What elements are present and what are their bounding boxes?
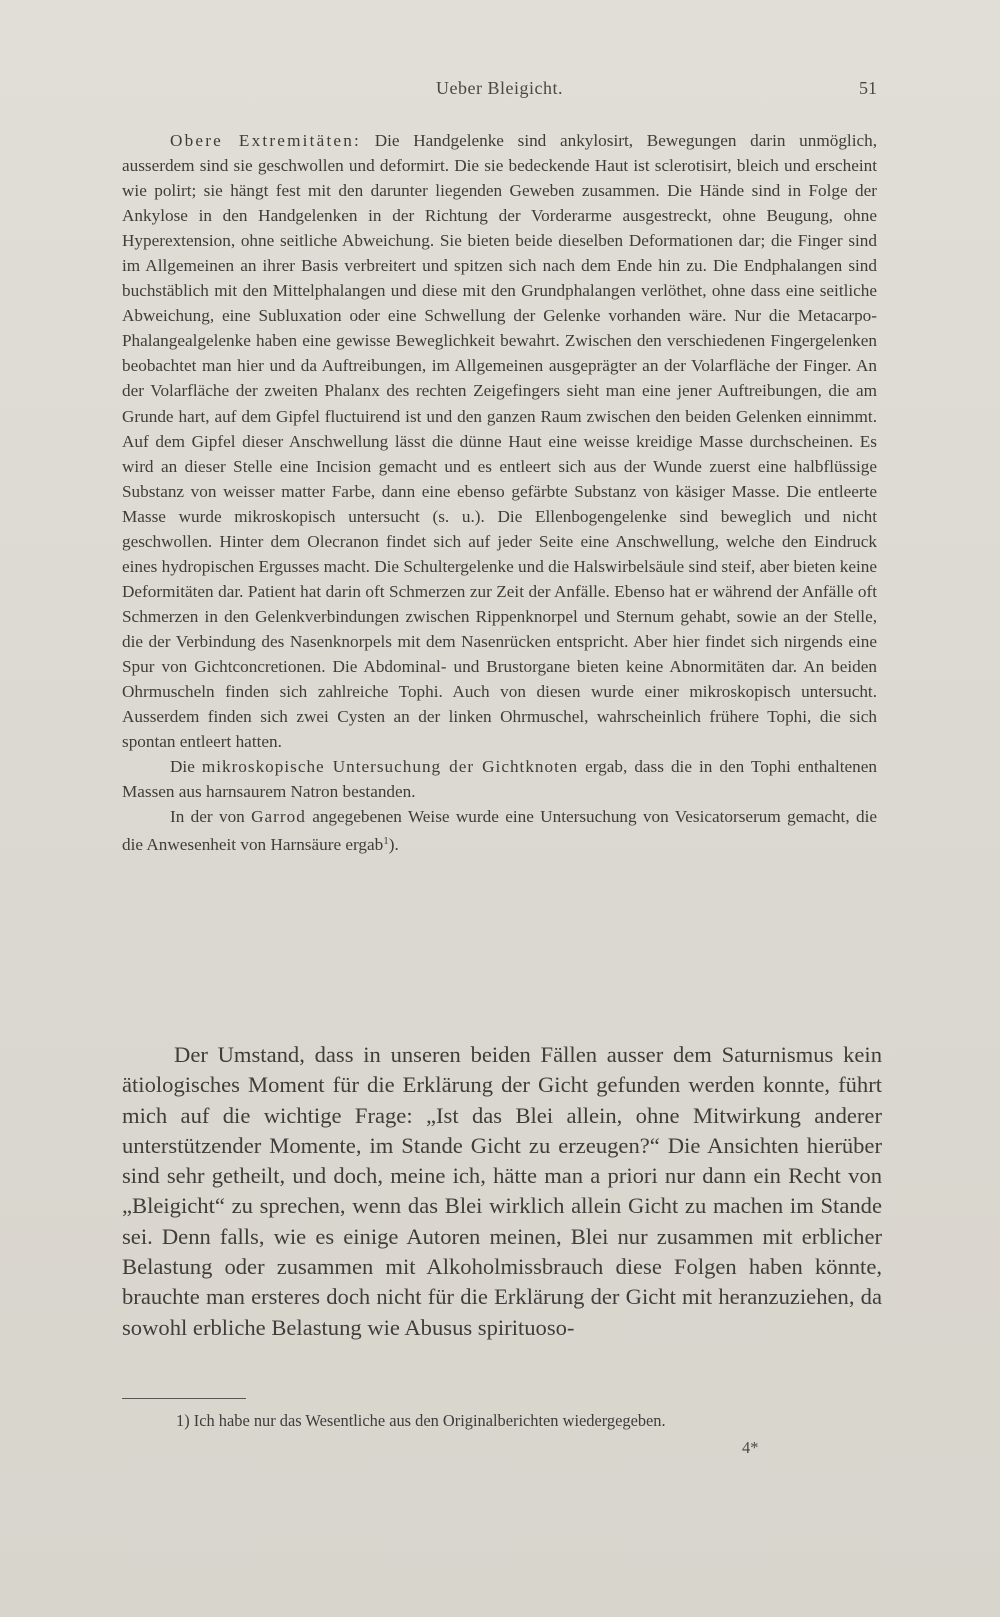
paragraph-lead-question: Der Umstand, dass in unseren beiden Fällen ausser dem Saturnismus kein ätiologisches Moment für die Erklärung der Gicht gefunden werden konnte, führt mich auf die wichtige Frage: „Ist das Blei allein, ohne Mitwirkung anderer unterstützender Momente, im Stande Gicht zu erzeugen?“ Die Ansichten hierüber sind sehr getheilt, und doch, meine ich, hätte man a priori nur dann ein Recht von „Bleigicht“ zu sprechen, wenn das Blei wirklich allein Gicht zu machen im Stande sei. Denn falls, wie es einige Autoren meinen, Blei nur zusammen mit erblicher Belastung oder zusammen mit Alkoholmissbrauch diese Folgen haben könnte, brauchte man ersteres doch nicht für die Erklärung der Gicht mit heranzuziehen, da sowohl erbliche Belastung wie Abusus spirituoso-	[122, 1042, 882, 1340]
footnote-rule	[122, 1398, 246, 1399]
running-title: Ueber Bleigicht.	[436, 78, 563, 98]
paragraph-text: In der von	[170, 807, 252, 827]
paragraph-text: Die	[170, 757, 202, 777]
footnote: 1) Ich habe nur das Wesentliche aus den Originalberichten wiedergegeben.	[176, 1411, 666, 1430]
paragraph-text: ).	[388, 835, 399, 855]
paragraph-text: Die Handgelenke sind ankylosirt, Bewegungen darin unmöglich, ausserdem sind sie geschwollen und deformirt. Die sie bedeckende Haut ist sclerotisirt, bleich und erscheint wie polirt; sie hängt fest mit den darunter liegenden Geweben zusammen. Die Hände sind in Folge der Ankylose in den Handgelenken in der Richtung der Vorderarme ausgestreckt, ohne Beugung, ohne Hyperextension, ohne seitliche Abweichung. Sie bieten beide dieselben Deformationen dar; die Finger sind im Allgemeinen an ihrer Basis verbreitert und spitzen sich nach dem Ende hin zu. Die Endphalangen sind buchstäblich mit den Mittelphalangen und diese mit den Grundphalangen verlöthet, ohne dass eine seitliche Abweichung, eine Subluxation oder eine Schwellung der Gelenke vorhanden wäre. Nur die Metacarpo-Phalangealgelenke haben eine gewisse Beweglichkeit bewahrt. Zwischen den verschiedenen Fingergelenken beobachtet man hier und da Auftreibungen, im Allgemeinen ausgeprägter an der Volarfläche der Finger. An der Volarfläche der zweiten Phalanx des rechten Zeigefingers sieht man eine jener Auftreibungen, die am Grunde hart, auf dem Gipfel fluctuirend ist und den ganzen Raum zwischen den beiden Gelenken einnimmt. Auf dem Gipfel dieser Anschwellung lässt die dünne Haut eine weisse kreidige Masse durchscheinen. Es wird an dieser Stelle eine Incision gemacht und es entleert sich aus der Wunde zuerst eine halbflüssige Substanz von weisser matter Farbe, dann eine ebenso gefärbte Substanz von käsiger Masse. Die entleerte Masse wurde mikroskopisch untersucht (s. u.). Die Ellenbogengelenke sind beweglich und nicht geschwollen. Hinter dem Olecranon findet sich auf jeder Seite eine Anschwellung, welche den Eindruck eines hydropischen Ergusses macht. Die Schultergelenke und die Halswirbelsäule sind steif, aber bieten keine Deformitäten dar. Patient hat darin oft Schmerzen zur Zeit der Anfälle. Ebenso hat er während der Anfälle oft Schmerzen in den Gelenkverbindungen zwischen Rippenknorpel und Sternum gehabt, sowie an der Stelle, die der Verbindung des Nasenknorpels mit dem Nasenrücken entspricht. Aber hier findet sich nirgends eine Spur von Gichtconcretionen. Die Abdominal- und Brustorgane bieten keine Abnormitäten dar. An beiden Ohrmuscheln finden sich zahlreiche Tophi. Auch von diesen wurde einer mikroskopisch untersucht. Ausserdem finden sich zwei Cysten an der linken Ohrmuschel, wahrscheinlich frühere Tophi, die sich spontan entleert hatten.	[122, 131, 877, 752]
running-header	[122, 78, 877, 108]
page-number: 51	[859, 78, 877, 98]
signature-mark: 4*	[742, 1438, 759, 1457]
paragraph-text: angegebenen Weise wurde eine Untersuchung von Vesicatorserum gemacht, die die Anwesenheit von Harnsäure ergab	[122, 807, 877, 855]
footnote-marker: 1	[383, 835, 389, 848]
paragraph-text: ergab, dass die in den Tophi enthaltenen Massen aus harnsaurem Natron bestanden.	[122, 757, 877, 802]
spaced-heading: Obere Extremitäten:	[170, 131, 362, 150]
author-name: Garrod	[251, 807, 306, 827]
paragraph-microscopy	[122, 754, 877, 804]
body-text	[122, 128, 877, 857]
spaced-phrase: mikroskopische Untersuchung der Gichtknoten	[201, 757, 579, 777]
large-type-section	[122, 1040, 882, 1343]
paragraph-extremities	[122, 128, 877, 754]
paragraph-garrod	[122, 804, 877, 857]
